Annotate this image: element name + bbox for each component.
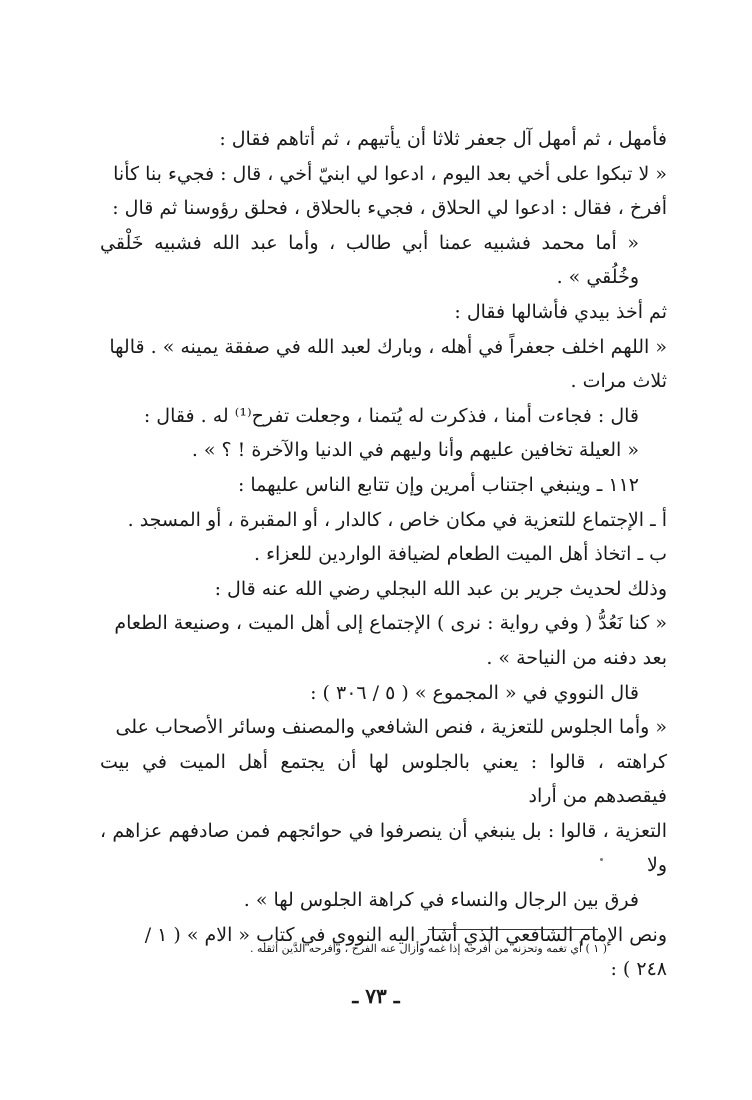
footnote: ( ١ ) أي تغمه وتحزنه من أفرحه إذا غمه وأزال عنه الفرح ، وأفرحه الدَّين أثقله . [249,942,607,955]
page-number: ـ ٧٣ ـ [352,984,400,1008]
main-text [100,122,667,987]
text-line: ثلاث مرات . [570,370,667,393]
text-line: ونص الإمام الشافعي الذي أشار اليه النووي في كتاب « الام » ( ١ / [144,923,667,946]
text-line: قال النووي في « المجموع » ( ٥ / ٣٠٦ ) : [310,681,639,704]
list-item: أ ـ الإجتماع للتعزية في مكان خاص ، كالدار ، أو المقبرة ، أو المسجد . [127,508,667,531]
text-line: وذلك لحديث جرير بن عبد الله البجلي رضي الله عنه قال : [214,577,667,600]
text-line: كراهته ، قالوا : يعني بالجلوس لها أن يجتمع أهل الميت في بيت فيقصدهم من أراد [100,750,667,808]
text-line: قال : فجاءت أمنا ، فذكرت له يُتمنا ، وجعلت تفرح⁽¹⁾ له . فقال : [143,404,639,427]
text-line: « كنا نَعُدُّ ( وفي رواية : نرى ) الإجتماع إلى أهل الميت ، وصنيعة الطعام [114,612,667,635]
scan-speck [600,858,603,861]
text-line: فأمهل ، ثم أمهل آل جعفر ثلاثا أن يأتيهم ، ثم أتاهم فقال : [219,128,667,150]
text-line: ثم أخذ بيدي فأشالها فقال : [454,300,667,323]
text-line: التعزية ، قالوا : بل ينبغي أن ينصرفوا في حوائجهم فمن صادفهم عزاهم ، ولا [100,819,667,877]
section-heading: ١١٢ ـ وينبغي اجتناب أمرين وإن تتابع الناس عليهما : [237,473,639,496]
text-line: بعد دفنه من النياحة » . [486,646,667,669]
text-line: أفرخ ، فقال : ادعوا لي الحلاق ، فجيء بالحلاق ، فحلق رؤوسنا ثم قال : [112,197,667,220]
footnote-divider [428,929,598,930]
list-item: ب ـ اتخاذ أهل الميت الطعام لضيافة الواردين للعزاء . [254,543,667,566]
text-line: « أما محمد فشبيه عمنا أبي طالب ، وأما عبد الله فشبيه خَلْقي وخُلُقي » . [100,231,639,289]
text-line: « اللهم اخلف جعفراً في أهله ، وبارك لعبد الله في صفقة يمينه » . قالها [109,335,667,358]
text-line: فرق بين الرجال والنساء في كراهة الجلوس لها » . [243,889,639,912]
text-line: « لا تبكوا على أخي بعد اليوم ، ادعوا لي ابنيّ أخي ، قال : فجيء بنا كأنا [113,162,667,185]
text-line: « وأما الجلوس للتعزية ، فنص الشافعي والمصنف وسائر الأصحاب على [115,716,667,739]
text-line: ٢٤٨ ) : [610,958,667,981]
text-line: « العيلة تخافين عليهم وأنا وليهم في الدنيا والآخرة ! ؟ » . [191,439,639,462]
